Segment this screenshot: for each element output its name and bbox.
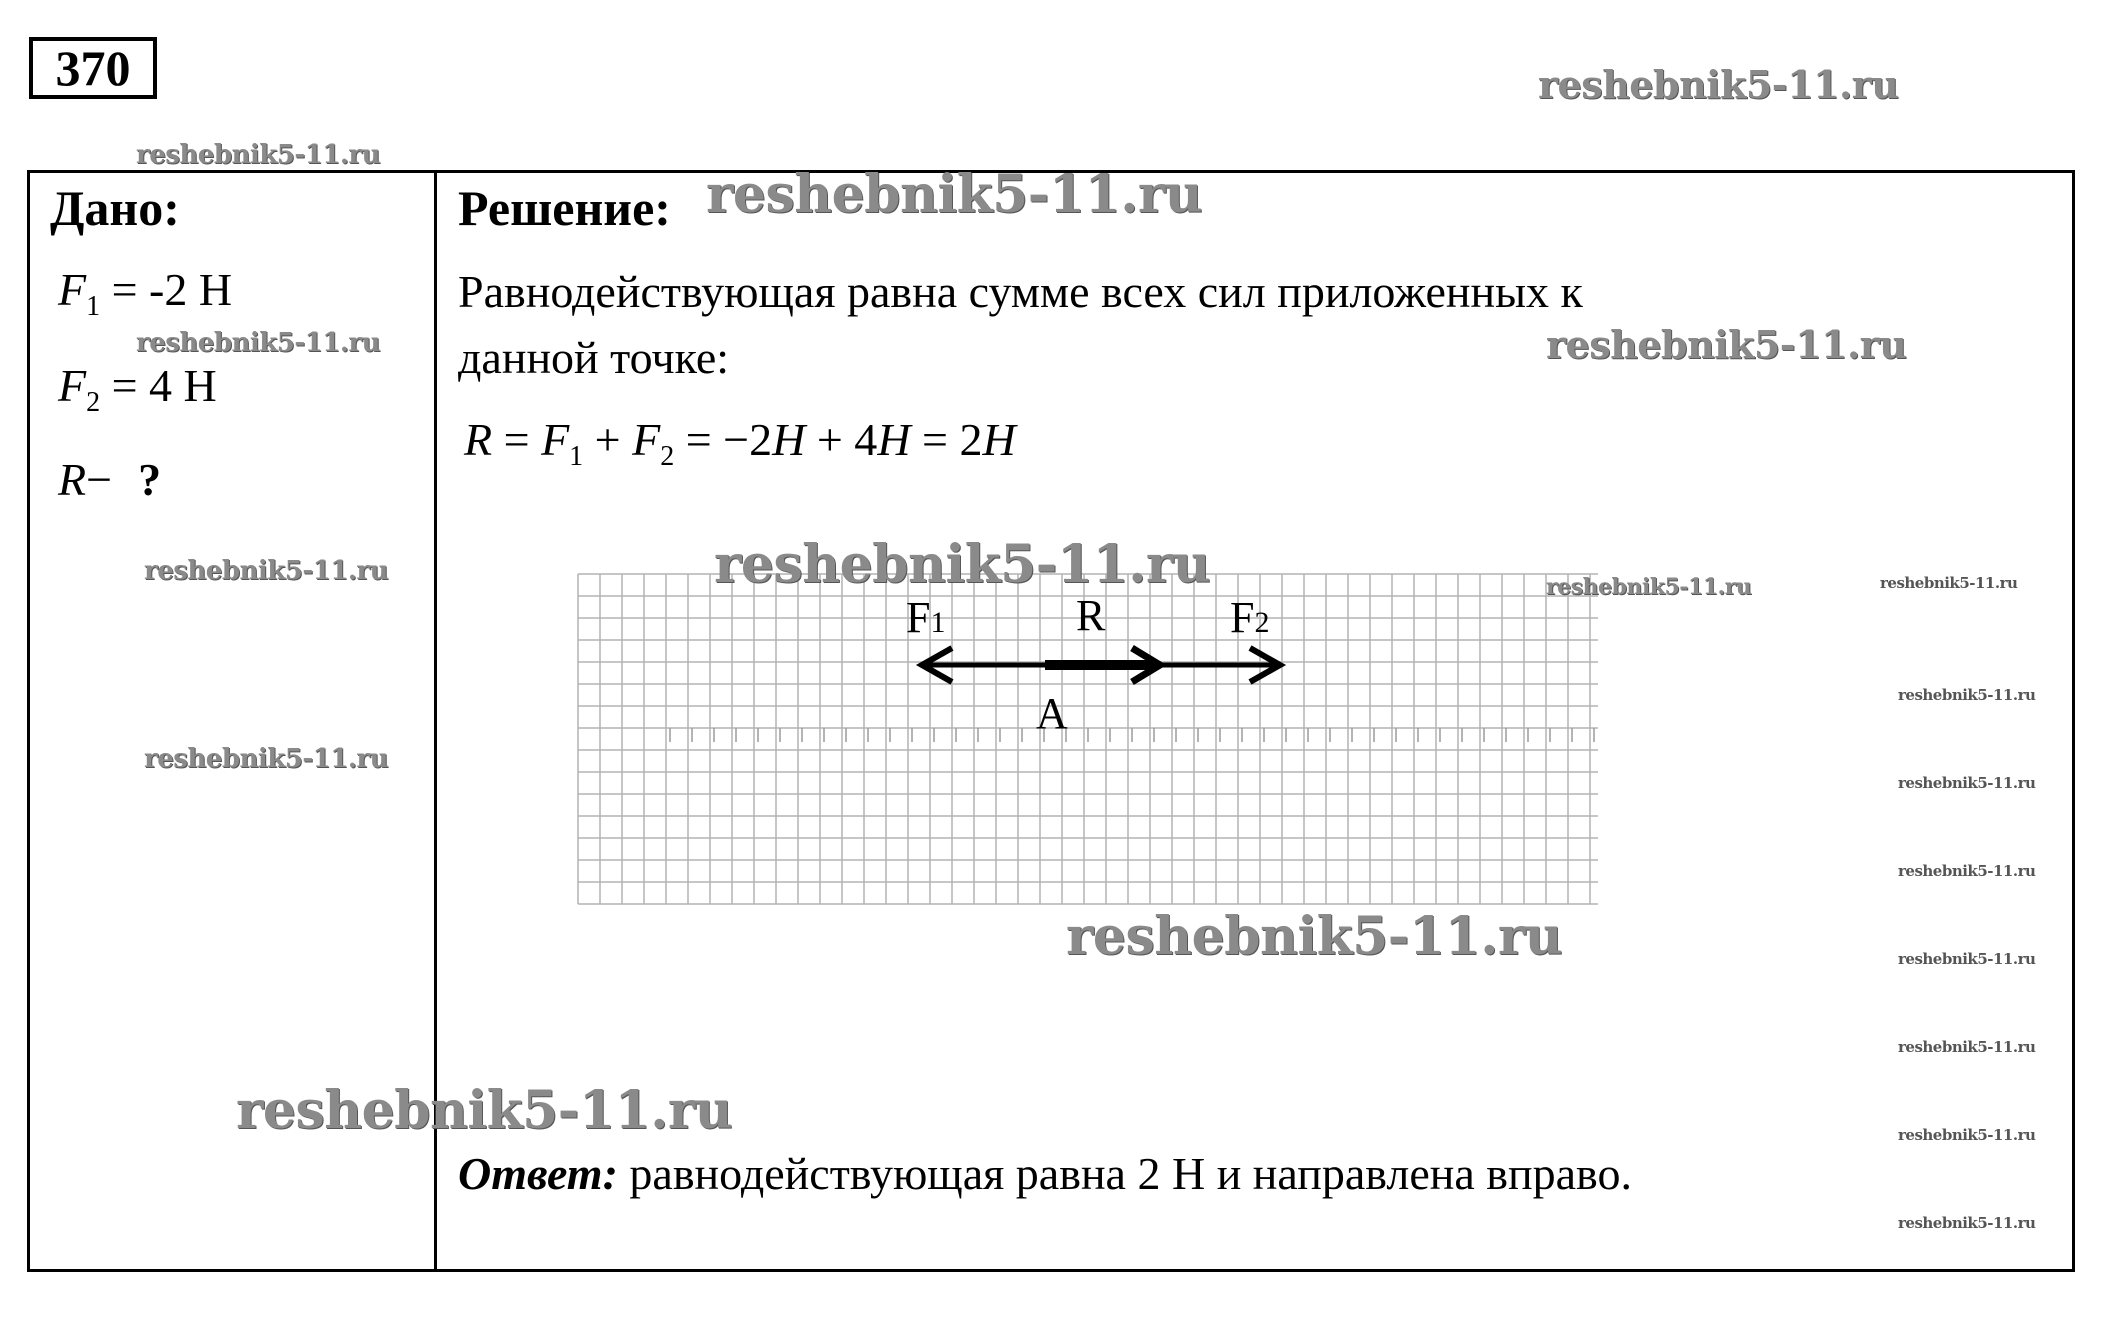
watermark: reshebnik5-11.ru xyxy=(144,744,389,774)
answer-label: Ответ: xyxy=(458,1148,618,1199)
formula-r: R xyxy=(464,414,493,465)
watermark: reshebnik5-11.ru xyxy=(1546,574,1752,600)
formula-rest-c: = 2 xyxy=(910,414,983,465)
watermark: reshebnik5-11.ru xyxy=(714,534,1211,595)
answer-text: равнодействующая равна 2 Н и направлена вправо. xyxy=(617,1148,1632,1199)
formula-h1: H xyxy=(772,414,806,465)
watermark: reshebnik5-11.ru xyxy=(1898,774,2036,792)
watermark: reshebnik5-11.ru xyxy=(136,140,381,170)
f2-sub: 2 xyxy=(86,387,101,418)
answer-line xyxy=(458,1146,1632,1202)
formula-f2-sub: 2 xyxy=(660,441,675,472)
watermark: reshebnik5-11.ru xyxy=(1898,1214,2036,1232)
label-point-a: A xyxy=(1036,689,1068,738)
solution-title: Решение: xyxy=(458,180,671,236)
watermark: reshebnik5-11.ru xyxy=(1898,862,2036,880)
formula-f1-sub: 1 xyxy=(569,441,584,472)
f1-symbol: F xyxy=(58,264,87,315)
watermark: reshebnik5-11.ru xyxy=(706,164,1203,225)
formula-h3: H xyxy=(982,414,1016,465)
formula-eq1: = xyxy=(492,414,542,465)
watermark: reshebnik5-11.ru xyxy=(1898,686,2036,704)
label-f1: F1 xyxy=(906,593,946,642)
formula-h2: H xyxy=(877,414,911,465)
formula-rest-b: + 4 xyxy=(805,414,878,465)
f1-sub: 1 xyxy=(86,291,101,322)
watermark: reshebnik5-11.ru xyxy=(1898,950,2036,968)
formula-plus: + xyxy=(583,414,633,465)
solution-text-line2: данной точке: xyxy=(458,332,730,383)
f2-value: = 4 Н xyxy=(111,360,217,411)
formula-rest-a: = −2 xyxy=(674,414,773,465)
watermark: reshebnik5-11.ru xyxy=(136,328,381,358)
watermark: reshebnik5-11.ru xyxy=(1066,906,1563,967)
label-f2: F2 xyxy=(1230,593,1270,642)
f2-symbol: F xyxy=(58,360,87,411)
watermark: reshebnik5-11.ru xyxy=(1880,574,2018,592)
axis-ticks xyxy=(670,728,1594,742)
watermark: reshebnik5-11.ru xyxy=(144,556,389,586)
solution-text-line1: Равнодействующая равна сумме всех сил приложенных к xyxy=(458,266,1583,317)
label-r: R xyxy=(1076,591,1106,640)
watermark: reshebnik5-11.ru xyxy=(1898,1126,2036,1144)
problem-number: 370 xyxy=(29,37,157,99)
formula-f1: F xyxy=(541,414,570,465)
given-title: Дано: xyxy=(50,180,180,236)
r-question: ? xyxy=(138,454,162,505)
watermark: reshebnik5-11.ru xyxy=(236,1080,733,1141)
f1-value: = -2 Н xyxy=(111,264,233,315)
watermark: reshebnik5-11.ru xyxy=(1898,1038,2036,1056)
r-dash: − xyxy=(86,454,113,505)
r-symbol: R xyxy=(58,454,87,505)
watermark: reshebnik5-11.ru xyxy=(1538,62,1899,107)
formula-f2: F xyxy=(632,414,661,465)
watermark: reshebnik5-11.ru xyxy=(1546,322,1907,367)
